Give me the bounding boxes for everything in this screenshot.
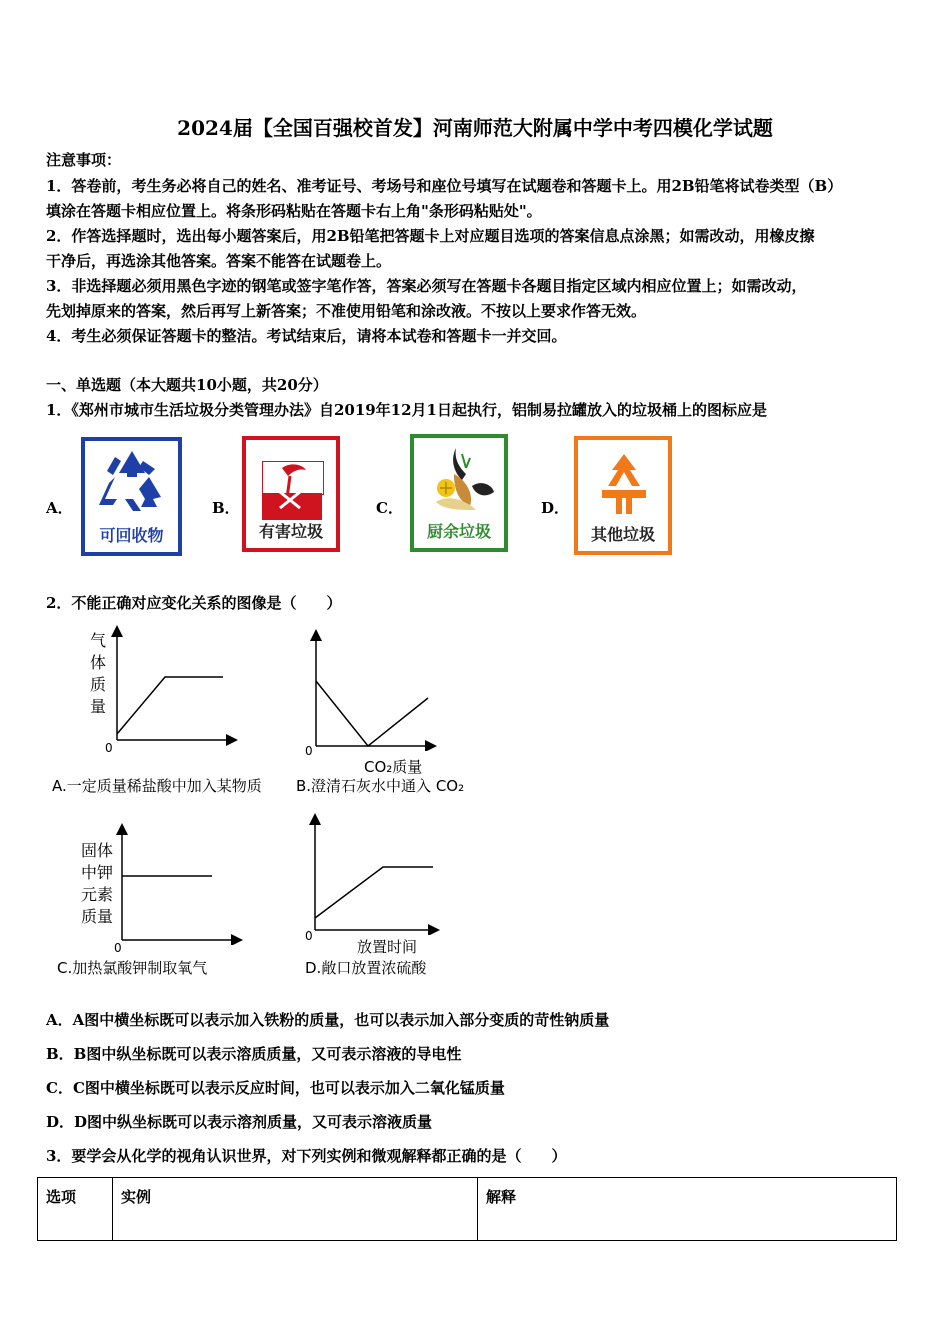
- page-title: 2024届【全国百强校首发】河南师范大附属中学中考四模化学试题: [177, 116, 773, 140]
- other-waste-label: 其他垃圾: [590, 525, 655, 544]
- graph-a-curve: [117, 677, 223, 734]
- kitchen-waste-label: 厨余垃圾: [426, 522, 491, 541]
- graph-a: [105, 622, 240, 747]
- question-3-stem: 3．要学会从化学的视角认识世界，对下列实例和微观解释都正确的是（ ）: [46, 1147, 567, 1165]
- graph-c-ylabel: 固体 中钾 元素 质量: [80, 841, 113, 926]
- graph-b-caption: B.澄清石灰水中通入 CO₂: [296, 777, 465, 795]
- notice-line: 3．非选择题必须用黑色字迹的钢笔或签字笔作答，答案必须写在答题卡各题目指定区域内相应位置上；如需改动，: [46, 277, 807, 295]
- notice-heading: 注意事项：: [46, 151, 122, 169]
- graph-d-xlabel: 放置时间: [357, 938, 418, 956]
- option-d-label: D．: [541, 499, 570, 517]
- question-1-stem: 1．《郑州市城市生活垃圾分类管理办法》自2019年12月1日起执行，铝制易拉罐放入的垃圾桶上的图标应是: [46, 401, 768, 419]
- graph-c: [110, 820, 245, 945]
- q3-table: [37, 1177, 897, 1241]
- notice-line: 干净后，再选涂其他答案。答案不能答在试题卷上。: [46, 252, 392, 270]
- table-header-example: 实例: [113, 1178, 478, 1241]
- graph-d-origin: 0: [305, 929, 313, 943]
- option-c-label: C．: [376, 499, 403, 517]
- hazardous-sign: [242, 436, 340, 552]
- q2-choice-c: C．C图中横坐标既可以表示反应时间，也可以表示加入二氧化锰质量: [46, 1079, 505, 1097]
- q2-choice-d: D．D图中纵坐标既可以表示溶剂质量，又可表示溶液质量: [46, 1113, 433, 1131]
- graph-a-ylabel: 气 体 质 量: [89, 631, 106, 716]
- table-header-explanation: 解释: [478, 1178, 897, 1241]
- notice-line: 1．答卷前，考生务必将自己的姓名、准考证号、考场号和座位号填写在试题卷和答题卡上。用2B铅笔将试卷类型（B）: [46, 177, 843, 195]
- graph-d-curve: [315, 867, 433, 918]
- q2-choice-a: A．A图中横坐标既可以表示加入铁粉的质量，也可以表示加入部分变质的苛性钠质量: [46, 1011, 610, 1029]
- notice-line: 填涂在答题卡相应位置上。将条形码粘贴在答题卡右上角"条形码粘贴处"。: [46, 202, 542, 220]
- other-waste-sign: [574, 436, 672, 555]
- graph-b: [300, 626, 440, 751]
- graph-c-origin: 0: [114, 941, 122, 955]
- recyclable-sign: [81, 437, 182, 556]
- kitchen-waste-sign: [410, 434, 508, 552]
- section-heading: 一、单选题（本大题共10小题，共20分）: [46, 376, 328, 394]
- q2-choice-b: B．B图中纵坐标既可以表示溶质质量，又可表示溶液的导电性: [46, 1045, 462, 1063]
- recyclable-label: 可回收物: [99, 526, 164, 545]
- graph-b-xlabel: CO₂质量: [364, 758, 423, 776]
- notice-line: 4．考生必须保证答题卡的整洁。考试结束后，请将本试卷和答题卡一并交回。: [46, 327, 567, 345]
- table-header-option: 选项: [38, 1178, 113, 1241]
- recycle-icon: [95, 447, 169, 517]
- hazardous-label: 有害垃圾: [258, 522, 323, 541]
- food-waste-icon: [426, 444, 496, 514]
- graph-d-caption: D.敞口放置浓硫酸: [305, 959, 427, 977]
- graph-c-caption: C.加热氯酸钾制取氧气: [57, 959, 208, 977]
- graph-b-origin: 0: [305, 744, 313, 758]
- graph-a-origin: 0: [105, 741, 113, 755]
- option-a-label: A．: [46, 499, 73, 517]
- graph-d: [303, 810, 443, 935]
- question-2-stem: 2．不能正确对应变化关系的图像是（ ）: [46, 594, 342, 612]
- notice-line: 2．作答选择题时，选出每小题答案后，用2B铅笔把答题卡上对应题目选项的答案信息点涂黑；如需改动，用橡皮擦: [46, 227, 815, 245]
- option-b-label: B．: [212, 499, 240, 517]
- graph-a-caption: A.一定质量稀盐酸中加入某物质: [52, 777, 262, 795]
- other-waste-icon: [592, 452, 656, 516]
- table-row: [38, 1178, 897, 1241]
- notice-line: 先划掉原来的答案，然后再写上新答案；不准使用铅笔和涂改液。不按以上要求作答无效。: [46, 302, 647, 320]
- graph-b-curve: [316, 681, 428, 746]
- hazard-icon: [272, 462, 312, 512]
